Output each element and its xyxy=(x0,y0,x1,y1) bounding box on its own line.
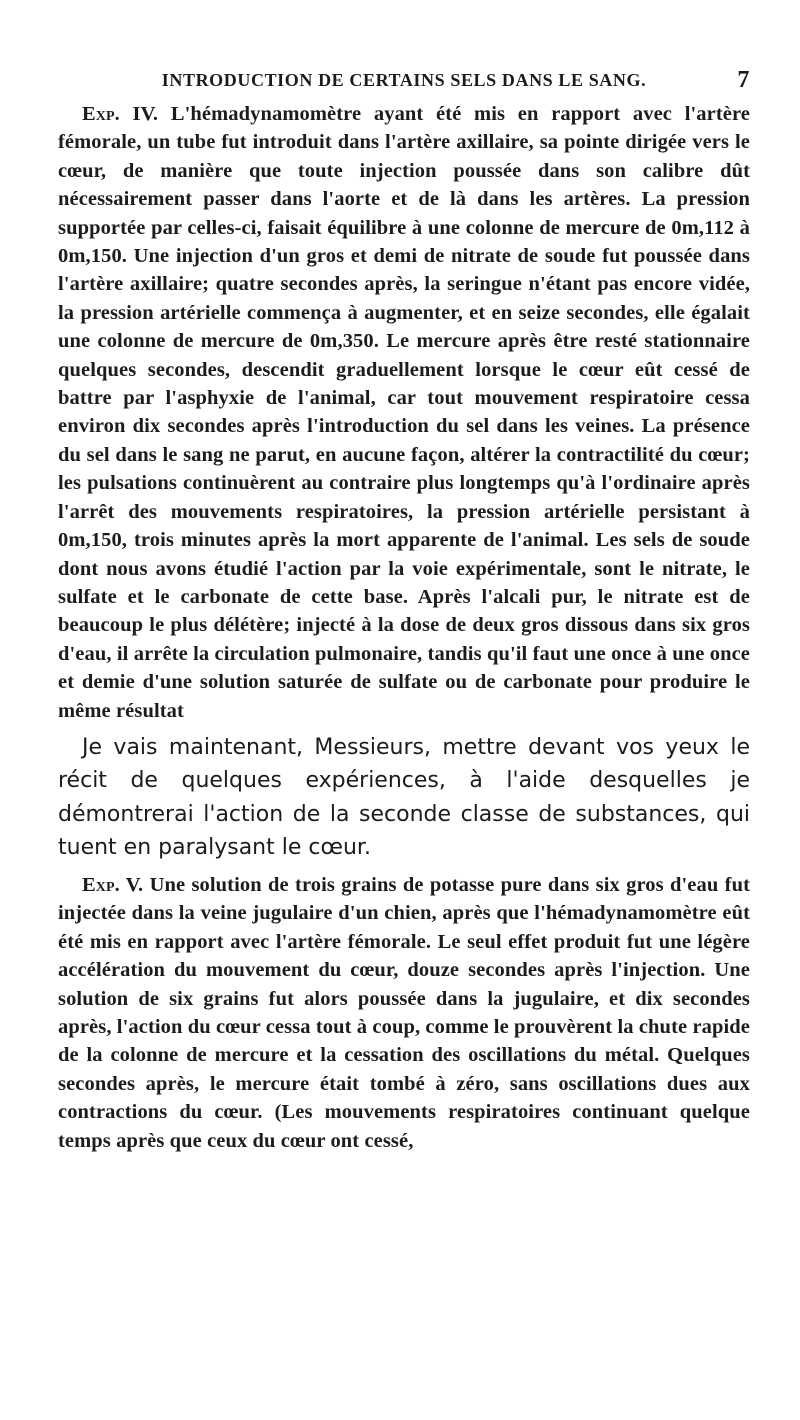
paragraph-text: Je vais maintenant, Messieurs, mettre devant vos yeux le récit de quelques expériences, à l'aide desquelles je démontrerai l'action de la seconde classe de substances, qui tuent en paralysant le cœur. xyxy=(58,734,750,861)
page-number: 7 xyxy=(737,67,750,93)
experiment-label: Exp. V. xyxy=(82,873,144,896)
running-head xyxy=(58,60,750,100)
experiment-label: Exp. IV. xyxy=(82,103,159,125)
paragraph-text: L'hémadynamomètre ayant été mis en rapport avec l'artère fémorale, un tube fut introduit dans l'artère axillaire, sa pointe dirigée vers le cœur, de manière que toute injection poussée dans son calibre dût nécessairement passer dans l'aorte et de là dans les artères. La pression supportée par celles-ci, faisait équilibre à une colonne de mercure de 0m,112 à 0m,150. Une injection d'un gros et demi de nitrate de soude fut poussée dans l'artère axillaire; quatre secondes après, la seringue n'étant pas encore vidée, la pression artérielle commença à augmenter, et en seize secondes, elle égalait une colonne de mercure de 0m,350. Le mercure après être resté stationnaire quelques secondes, descendit graduellement lorsque le cœur eût cessé de battre par l'asphyxie de l'animal, car tout mouvement respiratoire cessa environ dix secondes après l'introduction du sel dans les veines. La présence du sel dans le sang ne parut, en aucune façon, altérer la contractilité du cœur; les pulsations continuèrent au contraire plus longtemps qu'à l'ordinaire après l'arrêt des mouvements respiratoires, la pression artérielle persistant à 0m,150, trois minutes après la mort apparente de l'animal. Les sels de soude dont nous avons étudié l'action par la voie expérimentale, sont le nitrate, le sulfate et le carbonate de cette base. Après l'alcali pur, le nitrate est de beaucoup le plus délétère; injecté à la dose de deux gros dissous dans six gros d'eau, il arrête la circulation pulmonaire, tandis qu'il faut une once à une once et demie d'une solution saturée de sulfate ou de carbonate pour produire le même résultat xyxy=(58,103,750,722)
paragraph-exp-iv xyxy=(58,100,750,725)
running-title: INTRODUCTION DE CERTAINS SELS DANS LE SANG. xyxy=(161,70,647,90)
paragraph-exp-v xyxy=(58,871,750,1155)
book-page xyxy=(58,60,750,1155)
paragraph-text: Une solution de trois grains de potasse pure dans six gros d'eau fut injectée dans la veine jugulaire d'un chien, après que l'hémadynamomètre eût été mis en rapport avec l'artère fémorale. Le seul effet produit fut une légère accélération du mouvement du cœur, douze secondes après l'injection. Une solution de six grains fut alors poussée dans la jugulaire, et dix secondes après, l'action du cœur cessa tout à coup, comme le prouvèrent la chute rapide de la colonne de mercure et la cessation des oscillations du métal. Quelques secondes après, le mercure était tombé à zéro, sans oscillations dues aux contractions du cœur. (Les mouvements respiratoires continuant quelque temps après que ceux du cœur ont cessé, xyxy=(58,873,750,1152)
paragraph-transition xyxy=(58,731,750,865)
